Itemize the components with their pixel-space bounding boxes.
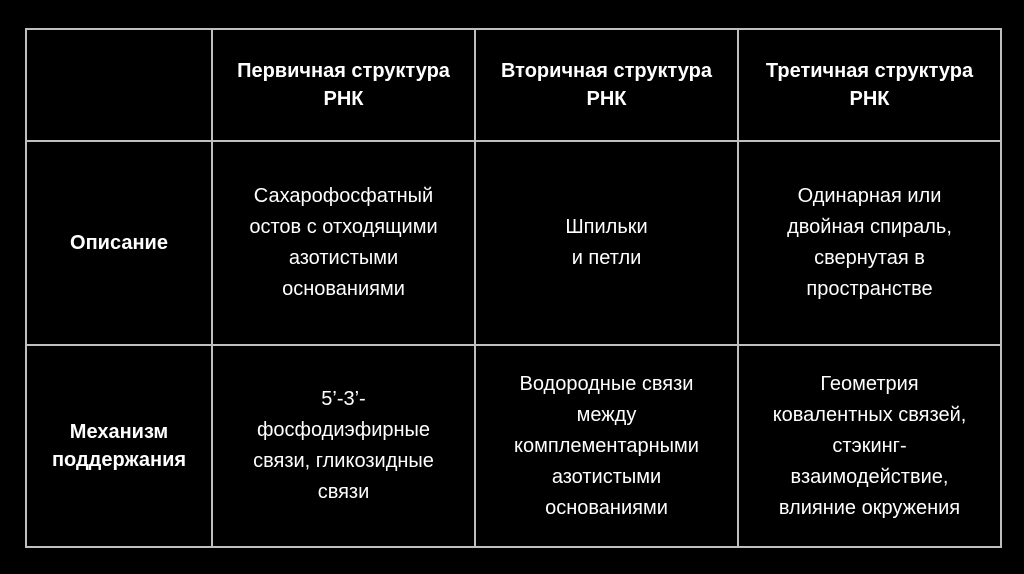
cell-description-secondary: [475, 141, 738, 345]
cell-text: Геометрия: [820, 372, 919, 395]
column-header-text: Первичная структура: [237, 60, 450, 82]
row-header-text: поддержания: [51, 449, 187, 471]
cell-description-tertiary: [738, 141, 1001, 345]
cell-text: основаниями: [545, 496, 668, 519]
cell-text: Водородные связи: [519, 372, 694, 395]
cell-text: основаниями: [282, 278, 405, 300]
cell-text: свернутая в: [814, 247, 925, 269]
cell-text: Шпильки: [565, 216, 648, 238]
cell-text: азотистыми: [288, 247, 399, 269]
row-header-text: Механизм: [69, 421, 169, 443]
cell-text: и петли: [571, 247, 642, 269]
column-header-text: РНК: [849, 88, 890, 110]
cell-text: Одинарная или: [797, 185, 942, 207]
column-header-text: Вторичная структура: [501, 60, 712, 82]
cell-text: двойная спираль,: [787, 216, 952, 238]
cell-mechanism-tertiary: [738, 345, 1001, 547]
row-header-text: Описание: [70, 232, 168, 254]
cell-text: связи: [317, 481, 370, 503]
column-header-secondary: [475, 29, 738, 141]
table-row-mechanism: [26, 345, 1001, 547]
column-header-text: РНК: [323, 88, 364, 110]
table-header-row: [26, 29, 1001, 141]
column-header-primary: [212, 29, 475, 141]
cell-text: влияние окружения: [778, 496, 961, 519]
cell-text: Сахарофосфатный: [253, 185, 434, 207]
cell-text: 5’-3’-: [321, 388, 366, 410]
row-header-description: [26, 141, 212, 345]
corner-cell: [26, 29, 212, 141]
column-header-tertiary: [738, 29, 1001, 141]
column-header-text: Третичная структура: [765, 60, 974, 82]
cell-text: связи, гликозидные: [253, 450, 434, 472]
cell-text: ковалентных связей,: [772, 403, 967, 426]
cell-text: между: [576, 403, 637, 426]
cell-text: фосфодиэфирные: [256, 419, 431, 441]
cell-text: стэкинг-: [832, 434, 907, 457]
rna-structure-table: [25, 28, 1002, 548]
cell-text: остов с отходящими: [249, 216, 438, 238]
cell-text: пространстве: [806, 278, 933, 300]
cell-description-primary: [212, 141, 475, 345]
cell-text: азотистыми: [551, 465, 662, 488]
cell-mechanism-primary: [212, 345, 475, 547]
column-header-text: РНК: [586, 88, 627, 110]
table-row-description: [26, 141, 1001, 345]
cell-text: взаимодействие,: [790, 465, 949, 488]
cell-text: комплементарными: [514, 434, 699, 457]
cell-mechanism-secondary: [475, 345, 738, 547]
row-header-mechanism: [26, 345, 212, 547]
